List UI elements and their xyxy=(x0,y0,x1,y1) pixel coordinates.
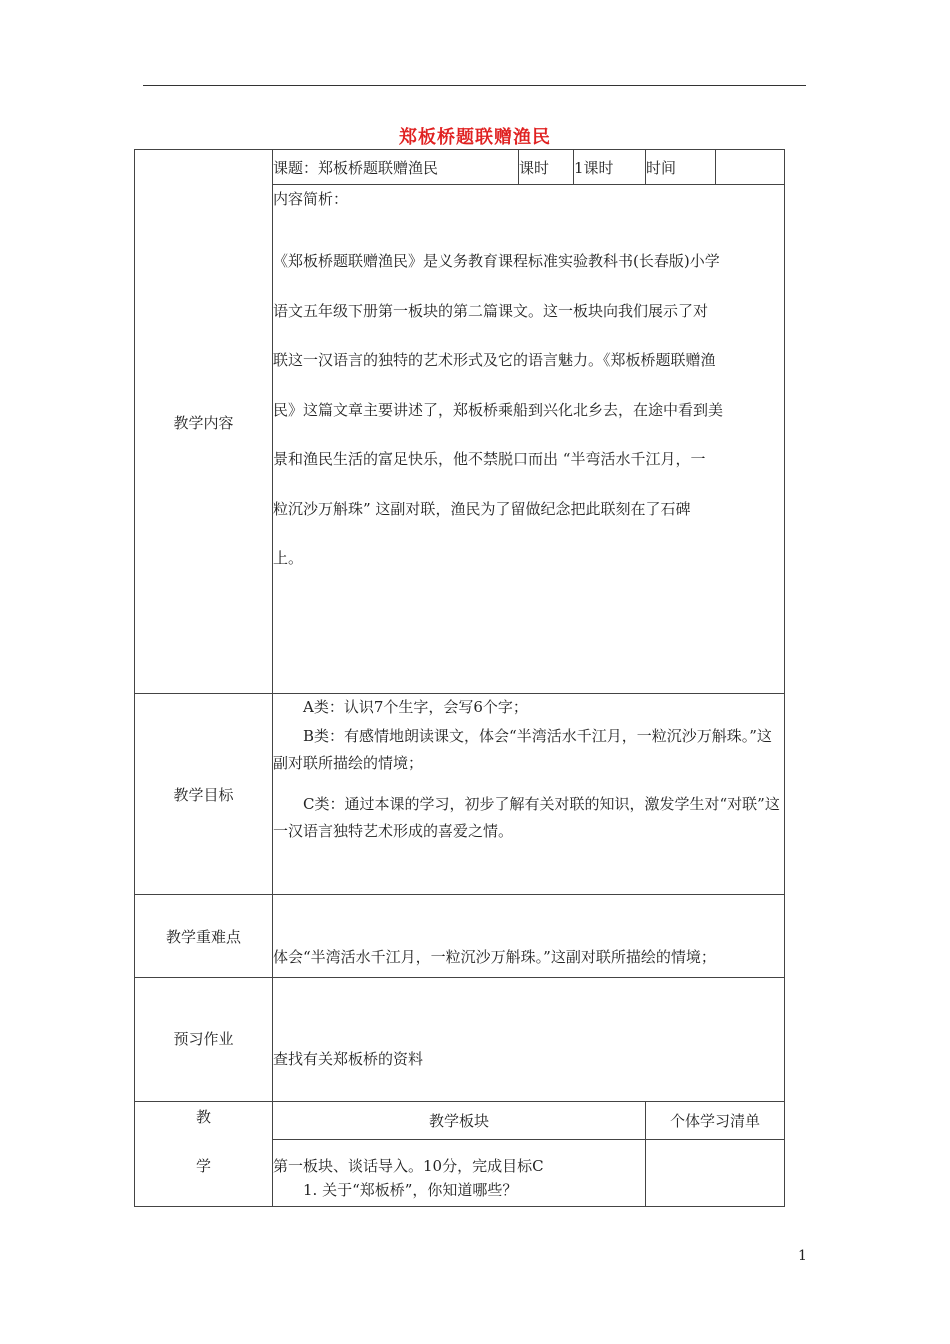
teaching-block-cell xyxy=(273,1140,646,1207)
label-preview-homework: 预习作业 xyxy=(135,978,273,1102)
block-title: 第一板块、谈话导入。10分，完成目标C xyxy=(273,1157,544,1175)
label-teaching-goals: 教学目标 xyxy=(135,694,273,895)
content-line: 粒沉沙万斛珠” 这副对联，渔民为了留做纪念把此联刻在了石碑 xyxy=(273,499,691,518)
period-label-cell: 课时 xyxy=(519,150,574,185)
label-key-points: 教学重难点 xyxy=(135,895,273,978)
goal-a: A类：认识7个生字，会写6个字； xyxy=(303,698,528,716)
period-value-cell: 1课时 xyxy=(574,150,646,185)
header-rule xyxy=(143,85,806,86)
individual-list-header: 个体学习清单 xyxy=(646,1102,785,1140)
content-line: 景和渔民生活的富足快乐，他不禁脱口而出 “半弯活水千江月，一 xyxy=(273,450,706,468)
teaching-block-header: 教学板块 xyxy=(273,1102,646,1140)
content-line: 上。 xyxy=(273,549,304,567)
page-number: 1 xyxy=(798,1248,807,1264)
content-analysis-cell xyxy=(273,185,785,694)
content-line: 民》这篇文章主要讲述了，郑板桥乘船到兴化北乡去，在途中看到美 xyxy=(273,400,724,419)
lesson-title-cell: 课题：郑板桥题联赠渔民 xyxy=(273,150,519,185)
lesson-plan-table xyxy=(134,149,785,1207)
teaching-goals-cell xyxy=(273,694,785,895)
process-label-2: 学 xyxy=(195,1157,211,1175)
document-title: 郑板桥题联赠渔民 xyxy=(399,127,551,148)
content-line: 《郑板桥题联赠渔民》是义务教育课程标准实验教科书(长春版)小学 xyxy=(273,252,720,270)
goal-c: C类：通过本课的学习，初步了解有关对联的知识，激发学生对“对联”这一汉语言独特艺术形成的喜爱之情。 xyxy=(273,795,780,840)
content-heading: 内容简析： xyxy=(273,190,349,208)
key-points-cell xyxy=(273,895,785,978)
preview-homework-cell xyxy=(273,978,785,1102)
label-teaching-content: 教学内容 xyxy=(173,414,234,432)
goal-b: B类：有感情地朗读课文，体会“半湾活水千江月，一粒沉沙万斛珠。”这副对联所描绘的情境； xyxy=(273,727,772,772)
label-teaching-process xyxy=(135,1102,273,1207)
time-label-cell: 时间 xyxy=(646,150,716,185)
individual-list-cell xyxy=(646,1140,785,1207)
content-line: 联这一汉语言的独特的艺术形式及它的语言魅力。《郑板桥题联赠渔 xyxy=(273,351,716,369)
time-value-cell xyxy=(716,150,785,185)
process-label-1: 教 xyxy=(195,1108,211,1126)
key-points-text: 体会“半湾活水千江月，一粒沉沙万斛珠。”这副对联所描绘的情境； xyxy=(273,948,716,966)
label-teaching-content-top xyxy=(135,150,273,694)
content-line: 语文五年级下册第一板块的第二篇课文。这一板块向我们展示了对 xyxy=(273,301,709,320)
block-item: 1. 关于“郑板桥”，你知道哪些？ xyxy=(303,1181,518,1199)
preview-homework-text: 查找有关郑板桥的资料 xyxy=(273,1050,424,1068)
